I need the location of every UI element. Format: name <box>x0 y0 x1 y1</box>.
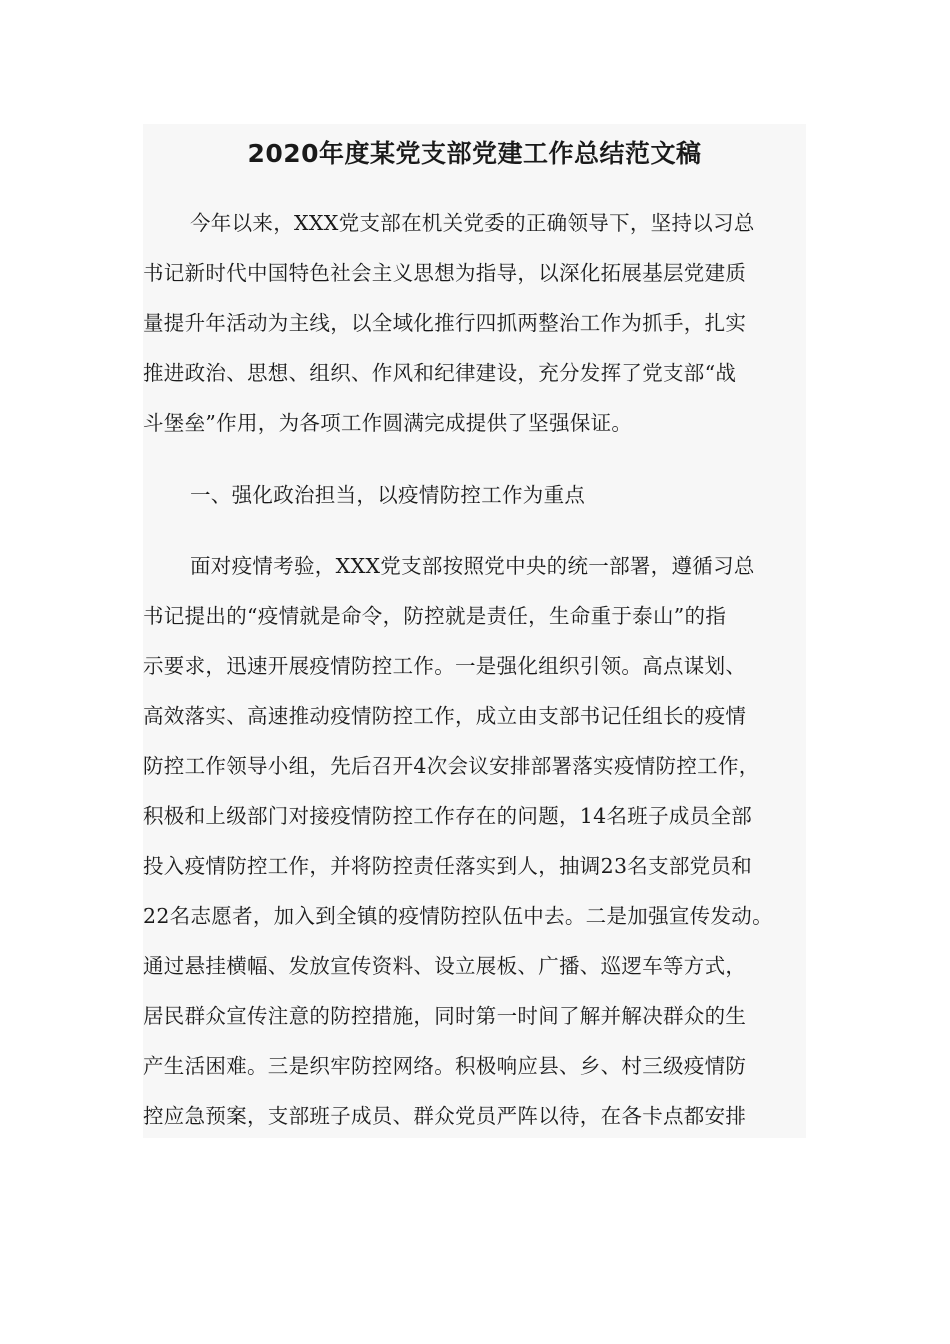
paragraph-line: 投入疫情防控工作，并将防控责任落实到人，抽调23名支部党员和 <box>143 854 753 878</box>
paragraph-line: 书记提出的“疫情就是命令，防控就是责任，生命重于泰山”的指 <box>143 604 727 628</box>
line-overhang <box>806 900 820 926</box>
paragraph-line: 斗堡垒”作用，为各项工作圆满完成提供了坚强保证。 <box>143 411 633 435</box>
paragraph-line: 示要求，迅速开展疫情防控工作。一是强化组织引领。高点谋划、 <box>143 654 747 678</box>
line-overhang <box>806 750 820 776</box>
paragraph-line: 书记新时代中国特色社会主义思想为指导，以深化拓展基层党建质 <box>143 261 747 285</box>
paragraph-line: 防控工作领导小组，先后召开4次会议安排部署落实疫情防控工作， <box>143 754 760 778</box>
paragraph-line: 居民群众宣传注意的防控措施，同时第一时间了解并解决群众的生 <box>143 1004 747 1028</box>
paragraph-line: 控应急预案，支部班子成员、群众党员严阵以待，在各卡点都安排 <box>143 1104 747 1128</box>
section-heading: 一、强化政治担当，以疫情防控工作为重点 <box>190 483 586 507</box>
paragraph-line: 22名志愿者，加入到全镇的疫情防控队伍中去。二是加强宣传发动。 <box>143 904 773 928</box>
paragraph-line: 面对疫情考验，XXX党支部按照党中央的统一部署，遵循习总 <box>190 554 755 578</box>
paragraph-line: 积极和上级部门对接疫情防控工作存在的问题，14名班子成员全部 <box>143 804 753 828</box>
paragraph-line: 通过悬挂横幅、发放宣传资料、设立展板、广播、巡逻车等方式， <box>143 954 747 978</box>
paragraph-line: 今年以来，XXX党支部在机关党委的正确领导下，坚持以习总 <box>190 211 755 235</box>
paragraph-line: 推进政治、思想、组织、作风和纪律建设，充分发挥了党支部“战 <box>143 361 737 385</box>
paragraph-line: 产生活困难。三是织牢防控网络。积极响应县、乡、村三级疫情防 <box>143 1054 747 1078</box>
document-title: 2020年度某党支部党建工作总结范文稿 <box>247 139 702 168</box>
paragraph-line: 高效落实、高速推动疫情防控工作，成立由支部书记任组长的疫情 <box>143 704 747 728</box>
paragraph-line: 量提升年活动为主线，以全域化推行四抓两整治工作为抓手，扎实 <box>143 311 747 335</box>
